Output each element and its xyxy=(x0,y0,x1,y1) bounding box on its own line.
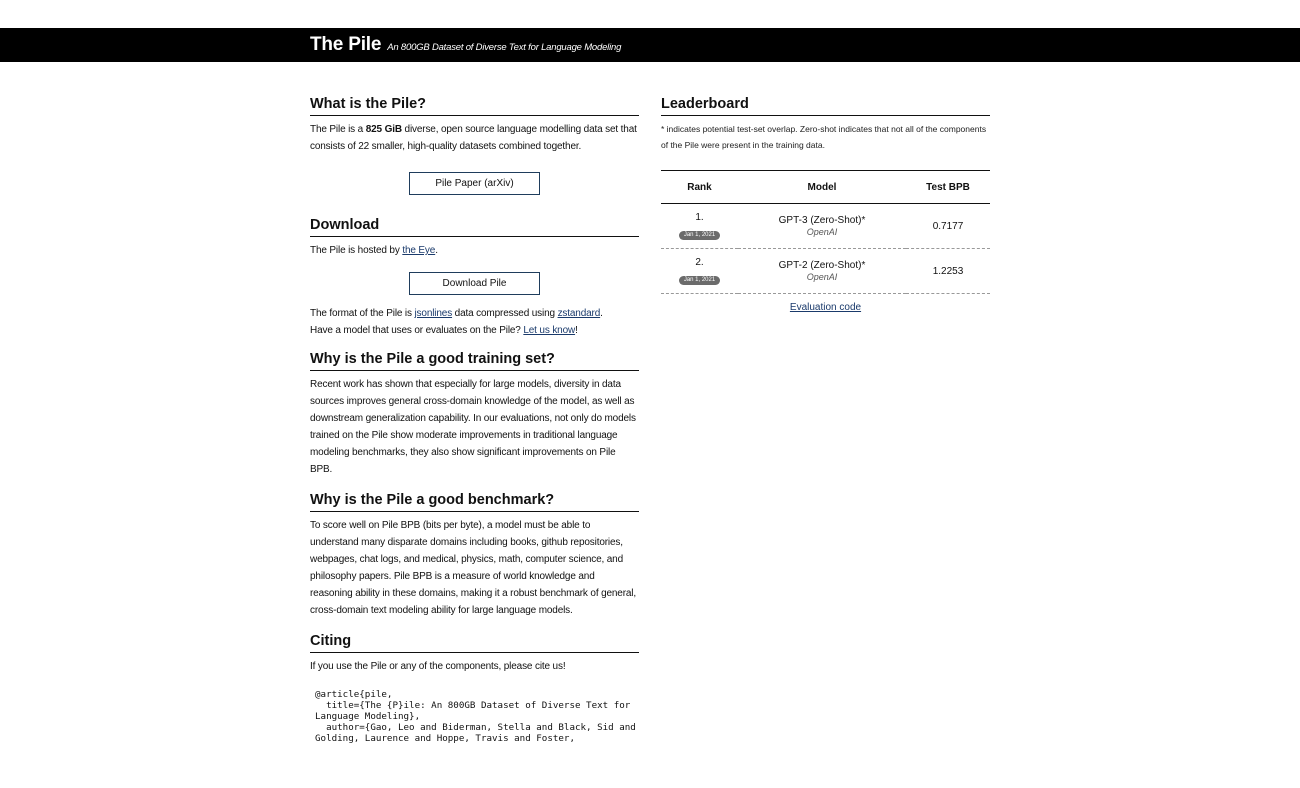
format-text: The format of the Pile is jsonlines data compressed using zstandard. xyxy=(310,308,603,319)
leaderboard-heading: Leaderboard xyxy=(661,95,990,116)
bpb-cell: 0.7177 xyxy=(906,204,990,249)
jsonlines-link[interactable]: jsonlines xyxy=(414,308,453,319)
citing-text: If you use the Pile or any of the components, please cite us! xyxy=(310,661,566,672)
download-button[interactable]: Download Pile xyxy=(409,272,540,295)
rank-number: 1. xyxy=(695,211,704,223)
col-bpb: Test BPB xyxy=(906,171,990,204)
hosted-text: The Pile is hosted by the Eye. xyxy=(310,245,438,256)
right-column xyxy=(661,95,990,313)
model-cell xyxy=(738,249,906,294)
the-eye-link[interactable]: the Eye xyxy=(402,245,436,256)
model-org: OpenAI xyxy=(806,271,838,282)
table-row xyxy=(661,249,990,294)
brand xyxy=(310,28,621,62)
left-column xyxy=(310,95,639,744)
table-row xyxy=(661,204,990,249)
model-cell xyxy=(738,204,906,249)
leaderboard-table xyxy=(661,170,990,294)
col-model: Model xyxy=(738,171,906,204)
zstandard-link[interactable]: zstandard xyxy=(557,308,601,319)
model-org: OpenAI xyxy=(806,226,838,237)
benchmark-heading: Why is the Pile a good benchmark? xyxy=(310,491,639,512)
what-heading: What is the Pile? xyxy=(310,95,639,116)
model-name: GPT-3 (Zero-Shot)* xyxy=(778,214,866,226)
col-rank: Rank xyxy=(661,171,738,204)
benchmark-text: To score well on Pile BPB (bits per byte), a model must be able to understand many disparate domains including books, github repositories, webpages, chat logs, and medical, physics, math, computer science, and philosophy papers. Pile BPB is a measure of world knowledge and reasoning ability in these domains, making it a robust benchmark of general, cross-domain text modeling ability for large language models. xyxy=(310,520,637,616)
rank-cell xyxy=(661,204,738,249)
site-title[interactable]: The Pile xyxy=(310,34,382,55)
size-bold: 825 GiB xyxy=(365,124,402,135)
site-subtitle: An 800GB Dataset of Diverse Text for Language Modeling xyxy=(387,41,622,53)
bibtex-block[interactable]: @article{pile, title={The {P}ile: An 800GB Dataset of Diverse Text for Language Modeling}, author={Gao, Leo and Biderman, Stella and Black, Sid and Golding, Laurence and Hoppe, Travis and Foster, xyxy=(315,689,636,744)
date-badge: Jan 1, 2021 xyxy=(679,276,720,285)
citing-heading: Citing xyxy=(310,632,639,653)
rank-number: 2. xyxy=(695,256,704,268)
top-bar xyxy=(0,28,1300,62)
paper-button[interactable]: Pile Paper (arXiv) xyxy=(409,172,540,195)
model-text: Have a model that uses or evaluates on the Pile? Let us know! xyxy=(310,325,578,336)
table-header-row xyxy=(661,171,990,204)
bpb-cell: 1.2253 xyxy=(906,249,990,294)
model-name: GPT-2 (Zero-Shot)* xyxy=(778,259,866,271)
rank-cell xyxy=(661,249,738,294)
what-text: The Pile is a 825 GiB diverse, open source language modelling data set that consists of 22 smaller, high-quality datasets combined together. xyxy=(310,124,637,152)
leaderboard-note: * indicates potential test-set overlap. Zero-shot indicates that not all of the components of the Pile were present in the training data. xyxy=(661,124,987,150)
download-heading: Download xyxy=(310,216,639,237)
evaluation-code-link[interactable]: Evaluation code xyxy=(789,302,862,313)
training-heading: Why is the Pile a good training set? xyxy=(310,350,639,371)
training-text: Recent work has shown that especially for large models, diversity in data sources improves general cross-domain knowledge of the model, as well as downstream generalization capability. In our evaluations, not only do models trained on the Pile show moderate improvements in traditional language modeling benchmarks, they also show significant improvements on Pile BPB. xyxy=(310,379,636,475)
date-badge: Jan 1, 2021 xyxy=(679,231,720,240)
let-us-know-link[interactable]: Let us know xyxy=(523,325,576,336)
